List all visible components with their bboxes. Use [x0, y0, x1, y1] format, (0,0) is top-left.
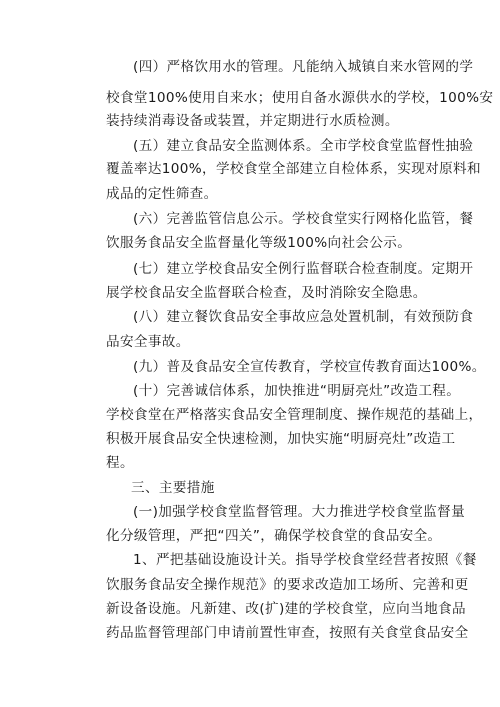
line-text: 展学校食品安全监督联合检查，及时消除安全隐患。	[106, 285, 427, 301]
text-line	[0, 527, 500, 545]
text-line	[0, 112, 500, 130]
line-text: 积极开展食品安全快速检测，加快实施“明厨亮灶”改造工	[106, 431, 456, 447]
line-text: 药品监督管理部门申请前置性审查，按照有关食堂食品安全	[106, 625, 469, 641]
line-text: (七）建立学校食品安全例行监督联合检查制度。定期开	[133, 261, 474, 277]
text-line	[0, 576, 500, 594]
text-line	[0, 503, 500, 521]
text-line	[0, 210, 500, 228]
text-line	[0, 454, 500, 472]
line-text: (十）完善诚信体系，加快推进“明厨亮灶”改造工程。	[133, 383, 461, 399]
line-text: 校食堂100%使用自来水；使用自备水源供水的学校，100%安	[106, 90, 494, 106]
text-line	[0, 358, 500, 376]
line-text: 成品的定性筛查。	[106, 186, 218, 202]
line-text: 1、严把基础设施设计关。指导学校食堂经营者按照《餐	[133, 552, 477, 568]
line-text: (五）建立食品安全监测体系。全市学校食堂监督性抽验	[133, 138, 474, 154]
text-line	[0, 624, 500, 642]
heading-text: 三、主要措施	[131, 480, 215, 496]
text-line	[0, 160, 500, 178]
line-text: 学校食堂在严格落实食品安全管理制度、操作规范的基础上，	[106, 407, 483, 423]
line-text: (六）完善监管信息公示。学校食堂实行网格化监管，餐	[133, 211, 474, 227]
section-heading	[0, 479, 500, 497]
text-line	[0, 600, 500, 618]
text-line	[0, 137, 500, 155]
text-line	[0, 308, 500, 326]
text-line	[0, 382, 500, 400]
line-text: (九）普及食品安全宣传教育，学校宣传教育面达100%。	[133, 359, 486, 375]
text-line	[0, 430, 500, 448]
line-text: 覆盖率达100%，学校食堂全部建立自检体系，实现对原料和	[106, 161, 481, 177]
text-line	[0, 406, 500, 424]
line-text: 装持续消毒设备或装置，并定期进行水质检测。	[106, 113, 399, 129]
line-text: (八）建立餐饮食品安全事故应急处置机制，有效预防食	[133, 309, 474, 325]
text-line	[0, 58, 500, 76]
text-line	[0, 260, 500, 278]
line-text: 程。	[106, 455, 134, 471]
line-text: 化分级管理，严把“四关”，确保学校食堂的食品安全。	[106, 528, 442, 544]
text-line	[0, 333, 500, 351]
text-line	[0, 551, 500, 569]
line-text: (一)加强学校食堂监督管理。大力推进学校食堂监督量	[133, 504, 466, 520]
text-line	[0, 284, 500, 302]
line-text: (四）严格饮用水的管理。凡能纳入城镇自来水管网的学	[133, 59, 474, 75]
line-text: 新设备设施。凡新建、改(扩)建的学校食堂，应向当地食品	[106, 601, 466, 617]
line-text: 品安全事故。	[106, 334, 190, 350]
text-line	[0, 185, 500, 203]
text-line	[0, 234, 500, 252]
text-line	[0, 89, 500, 107]
line-text: 饮服务食品安全监督量化等级100%向社会公示。	[106, 235, 412, 251]
line-text: 饮服务食品安全操作规范》的要求改造加工场所、完善和更	[106, 577, 469, 593]
